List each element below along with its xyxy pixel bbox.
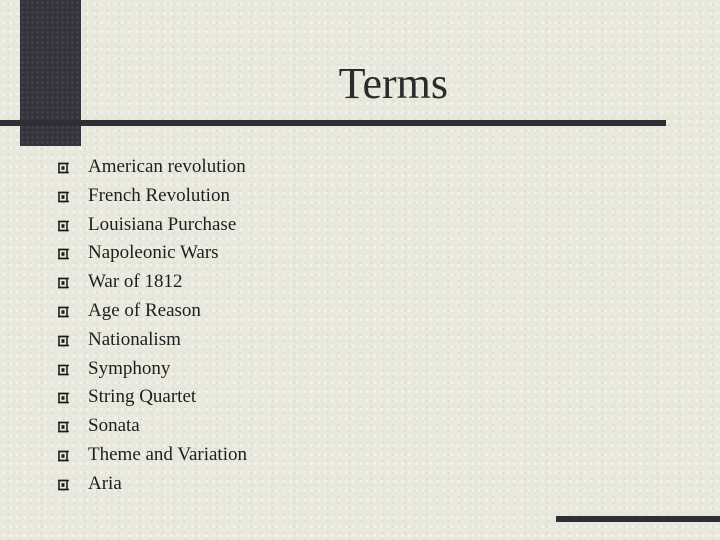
list-item-label: Theme and Variation <box>88 443 247 465</box>
square-bullet-icon <box>58 220 69 232</box>
list-item-label: Napoleonic Wars <box>88 242 219 264</box>
list-item <box>58 326 247 355</box>
list-item-label: Age of Reason <box>88 299 201 321</box>
square-bullet-icon <box>58 421 69 433</box>
square-bullet-icon <box>58 248 69 260</box>
square-bullet-icon <box>58 450 69 462</box>
square-bullet-icon <box>58 277 69 289</box>
list-item <box>58 355 247 384</box>
list-item-label: Louisiana Purchase <box>88 213 237 235</box>
list-item <box>58 383 247 412</box>
square-bullet-icon <box>58 364 69 376</box>
title-divider-rule <box>0 120 666 126</box>
list-item <box>58 211 247 240</box>
square-bullet-icon <box>58 479 69 491</box>
square-bullet-icon <box>58 335 69 347</box>
list-item <box>58 239 247 268</box>
list-item <box>58 297 247 326</box>
list-item-label: Nationalism <box>88 328 181 350</box>
list-item <box>58 153 247 182</box>
list-item-label: French Revolution <box>88 184 230 206</box>
list-item-label: Aria <box>88 472 122 494</box>
square-bullet-icon <box>58 392 69 404</box>
list-item <box>58 470 247 499</box>
slide-title: Terms <box>338 59 448 108</box>
square-bullet-icon <box>58 306 69 318</box>
list-item-label: War of 1812 <box>88 271 183 293</box>
list-item-label: Symphony <box>88 357 171 379</box>
list-item-label: String Quartet <box>88 386 197 408</box>
list-item-label: Sonata <box>88 415 140 437</box>
list-item <box>58 412 247 441</box>
list-item <box>58 441 247 470</box>
square-bullet-icon <box>58 162 69 174</box>
bullet-list <box>58 153 247 499</box>
list-item <box>58 268 247 297</box>
square-bullet-icon <box>58 191 69 203</box>
list-item-label: American revolution <box>88 156 246 177</box>
list-item <box>58 182 247 211</box>
footer-rule <box>556 516 720 522</box>
